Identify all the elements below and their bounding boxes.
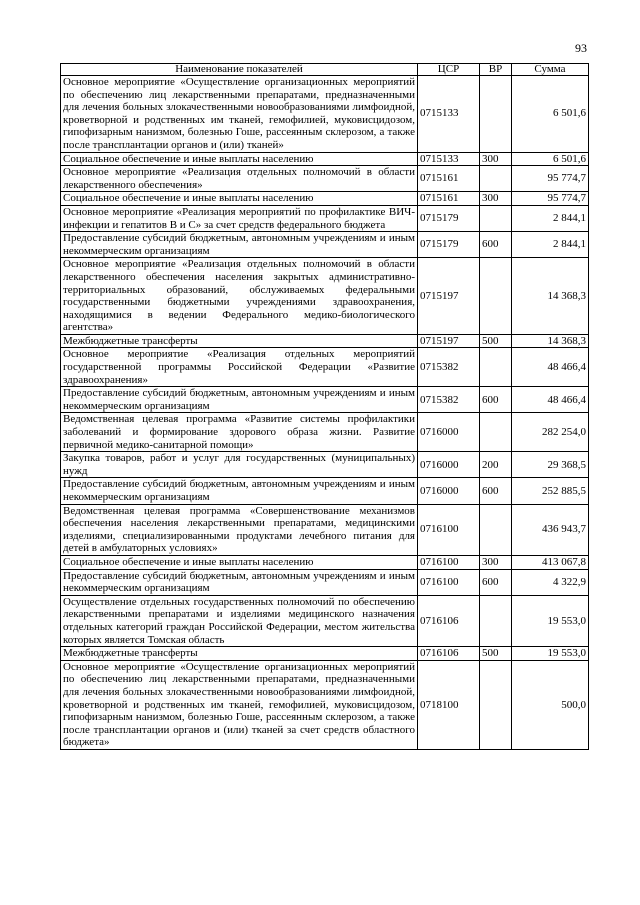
cell-vr: 300: [480, 555, 512, 569]
cell-sum: 252 885,5: [512, 478, 589, 504]
cell-csr: 0715161: [418, 192, 480, 206]
cell-vr: [480, 205, 512, 231]
cell-sum: 95 774,7: [512, 166, 589, 192]
cell-csr: 0716106: [418, 647, 480, 661]
cell-sum: 19 553,0: [512, 647, 589, 661]
cell-csr: 0716100: [418, 504, 480, 555]
cell-name: Основное мероприятие «Осуществление организационных мероприятий по обеспечению лиц лекарственными препаратами, предназначенными для лечения больных злокачественными новообразованиями лимфоидной, кроветворной и родственных им тканей, гемофилией, муковисцидозом, гипофизарным нанизмом, болезнью Гоше, рассеянным склерозом, а также после трансплантации органов и (или) тканей за счет средств областного бюджета»: [61, 660, 418, 749]
table-row: [61, 452, 589, 478]
cell-vr: 600: [480, 478, 512, 504]
cell-name: Социальное обеспечение и иные выплаты населению: [61, 152, 418, 166]
table-row: [61, 348, 589, 387]
cell-csr: 0716000: [418, 413, 480, 452]
cell-name: Межбюджетные трансферты: [61, 647, 418, 661]
cell-vr: 500: [480, 334, 512, 348]
table-row: [61, 387, 589, 413]
cell-vr: [480, 504, 512, 555]
cell-name: Межбюджетные трансферты: [61, 334, 418, 348]
table-row: [61, 232, 589, 258]
header-name: Наименование показателей: [61, 64, 418, 76]
table-body: [61, 76, 589, 750]
cell-csr: 0715179: [418, 232, 480, 258]
cell-sum: 282 254,0: [512, 413, 589, 452]
cell-csr: 0715179: [418, 205, 480, 231]
table-row: [61, 334, 589, 348]
cell-sum: 4 322,9: [512, 569, 589, 595]
cell-name: Предоставление субсидий бюджетным, автономным учреждениям и иным некоммерческим организациям: [61, 478, 418, 504]
table-row: [61, 76, 589, 153]
cell-vr: 300: [480, 152, 512, 166]
page-number: 93: [575, 41, 587, 55]
cell-name: Предоставление субсидий бюджетным, автономным учреждениям и иным некоммерческим организациям: [61, 232, 418, 258]
cell-sum: 436 943,7: [512, 504, 589, 555]
cell-name: Закупка товаров, работ и услуг для государственных (муниципальных) нужд: [61, 452, 418, 478]
cell-name: Социальное обеспечение и иные выплаты населению: [61, 555, 418, 569]
cell-sum: 500,0: [512, 660, 589, 749]
cell-name: Ведомственная целевая программа «Совершенствование механизмов обеспечения населения лекарственными препаратами, медицинскими изделиями, специализированными продуктами лечебного питания для детей в амбулаторных условиях»: [61, 504, 418, 555]
cell-sum: 19 553,0: [512, 595, 589, 646]
cell-sum: 6 501,6: [512, 76, 589, 153]
table-row: [61, 413, 589, 452]
cell-csr: 0715161: [418, 166, 480, 192]
cell-csr: 0716000: [418, 452, 480, 478]
table-row: [61, 166, 589, 192]
header-csr: ЦСР: [418, 64, 480, 76]
cell-vr: [480, 258, 512, 335]
cell-sum: 413 067,8: [512, 555, 589, 569]
cell-csr: 0715197: [418, 258, 480, 335]
cell-csr: 0716000: [418, 478, 480, 504]
cell-name: Основное мероприятие «Реализация мероприятий по профилактике ВИЧ-инфекции и гепатитов B и C» за счет средств федерального бюджета: [61, 205, 418, 231]
cell-name: Предоставление субсидий бюджетным, автономным учреждениям и иным некоммерческим организациям: [61, 387, 418, 413]
cell-csr: 0716106: [418, 595, 480, 646]
cell-csr: 0716100: [418, 555, 480, 569]
cell-csr: 0718100: [418, 660, 480, 749]
cell-sum: 95 774,7: [512, 192, 589, 206]
cell-vr: 500: [480, 647, 512, 661]
table-row: [61, 647, 589, 661]
table-row: [61, 504, 589, 555]
cell-vr: [480, 413, 512, 452]
cell-sum: 29 368,5: [512, 452, 589, 478]
table-row: [61, 478, 589, 504]
cell-sum: 48 466,4: [512, 348, 589, 387]
header-sum: Сумма: [512, 64, 589, 76]
table-row: [61, 660, 589, 749]
cell-sum: 14 368,3: [512, 334, 589, 348]
cell-csr: 0715382: [418, 387, 480, 413]
budget-table: [60, 63, 589, 750]
cell-sum: 6 501,6: [512, 152, 589, 166]
cell-name: Основное мероприятие «Осуществление организационных мероприятий по обеспечению лиц лекарственными препаратами, предназначенными для лечения больных злокачественными новообразованиями лимфоидной, кроветворной и родственных им тканей, гемофилией, муковисцидозом, гипофизарным нанизмом, болезнью Гоше, рассеянным склерозом, а также после трансплантации органов и (или) тканей»: [61, 76, 418, 153]
cell-name: Основное мероприятие «Реализация отдельных полномочий в области лекарственного обеспечения населения закрытых административно-территориальных образований, обслуживаемых федеральными государственными бюджетными учреждениями здравоохранения, находящимися в ведении Федерального медико-биологического агентства»: [61, 258, 418, 335]
cell-vr: [480, 76, 512, 153]
header-vr: ВР: [480, 64, 512, 76]
cell-vr: [480, 348, 512, 387]
cell-vr: [480, 595, 512, 646]
cell-name: Основное мероприятие «Реализация отдельных полномочий в области лекарственного обеспечения»: [61, 166, 418, 192]
cell-sum: 2 844,1: [512, 205, 589, 231]
cell-csr: 0715382: [418, 348, 480, 387]
table-row: [61, 192, 589, 206]
table-row: [61, 569, 589, 595]
table-row: [61, 258, 589, 335]
cell-name: Осуществление отдельных государственных полномочий по обеспечению лекарственными препаратами и изделиями медицинского назначения отдельных категорий граждан Российской Федерации, местом жительства которых является Томская область: [61, 595, 418, 646]
cell-csr: 0716100: [418, 569, 480, 595]
cell-sum: 14 368,3: [512, 258, 589, 335]
cell-csr: 0715133: [418, 152, 480, 166]
cell-name: Основное мероприятие «Реализация отдельных мероприятий государственной программы Российской Федерации «Развитие здравоохранения»: [61, 348, 418, 387]
cell-sum: 2 844,1: [512, 232, 589, 258]
cell-vr: 600: [480, 569, 512, 595]
cell-vr: 200: [480, 452, 512, 478]
cell-name: Предоставление субсидий бюджетным, автономным учреждениям и иным некоммерческим организациям: [61, 569, 418, 595]
cell-vr: 300: [480, 192, 512, 206]
cell-vr: 600: [480, 387, 512, 413]
cell-sum: 48 466,4: [512, 387, 589, 413]
cell-name: Ведомственная целевая программа «Развитие системы профилактики заболеваний и формирование здорового образа жизни. Развитие первичной медико-санитарной помощи»: [61, 413, 418, 452]
table-row: [61, 205, 589, 231]
table-row: [61, 555, 589, 569]
table-row: [61, 152, 589, 166]
cell-csr: 0715133: [418, 76, 480, 153]
table-row: [61, 595, 589, 646]
cell-name: Социальное обеспечение и иные выплаты населению: [61, 192, 418, 206]
cell-vr: [480, 166, 512, 192]
table-header-row: [61, 64, 589, 76]
cell-vr: [480, 660, 512, 749]
cell-csr: 0715197: [418, 334, 480, 348]
cell-vr: 600: [480, 232, 512, 258]
